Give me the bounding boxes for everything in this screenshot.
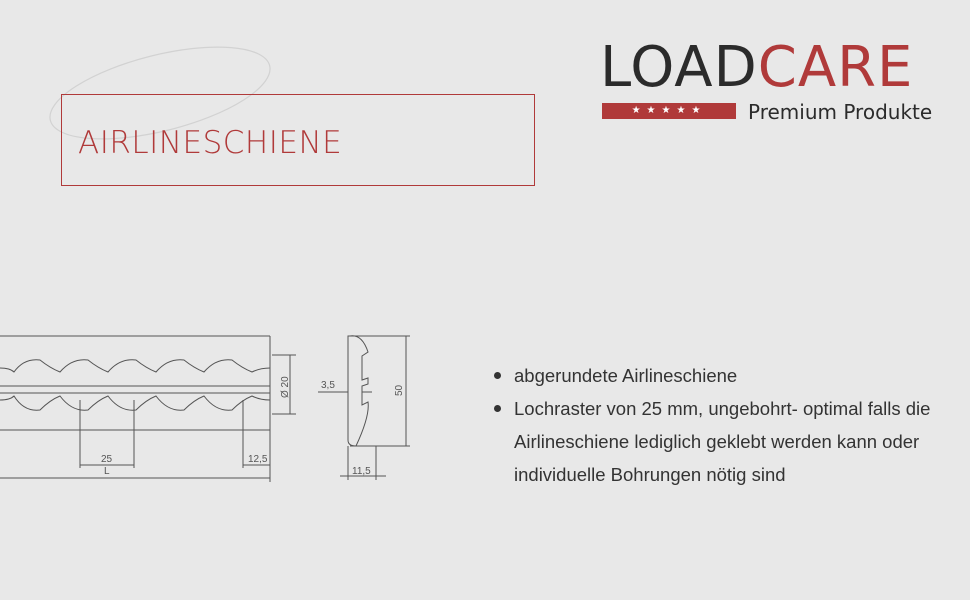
dim-base-label: 11,5	[352, 466, 371, 477]
logo-stars-bar: ★★★★★	[602, 103, 736, 119]
title-box	[61, 94, 535, 186]
feature-item	[492, 359, 962, 392]
loadcare-logo	[600, 35, 950, 128]
feature-text: Lochraster von 25 mm, ungebohrt- optimal falls die Airlineschiene lediglich geklebt werden kann oder individuelle Bohrungen nötig sind	[514, 398, 931, 485]
feature-item	[492, 392, 962, 491]
feature-list	[492, 359, 962, 491]
dim-height-label: 50	[394, 384, 405, 396]
logo-tagline: Premium Produkte	[748, 100, 933, 124]
technical-drawing	[0, 320, 460, 490]
bullet-icon	[494, 372, 501, 379]
logo-wordmark	[600, 35, 914, 100]
logo-word-load: LOAD	[600, 35, 758, 100]
dim-pitch-label: 25	[101, 454, 113, 465]
feature-text: abgerundete Airlineschiene	[514, 365, 738, 386]
bullet-icon	[494, 405, 501, 412]
page-title: AIRLINESCHIENE	[78, 125, 343, 161]
dim-diameter-label: Ø 20	[280, 376, 291, 398]
logo-word-care: CARE	[757, 35, 914, 100]
dim-length-label: L	[104, 466, 110, 477]
dim-edge-label: 12,5	[248, 454, 268, 465]
dim-thickness-label: 3,5	[321, 380, 335, 391]
